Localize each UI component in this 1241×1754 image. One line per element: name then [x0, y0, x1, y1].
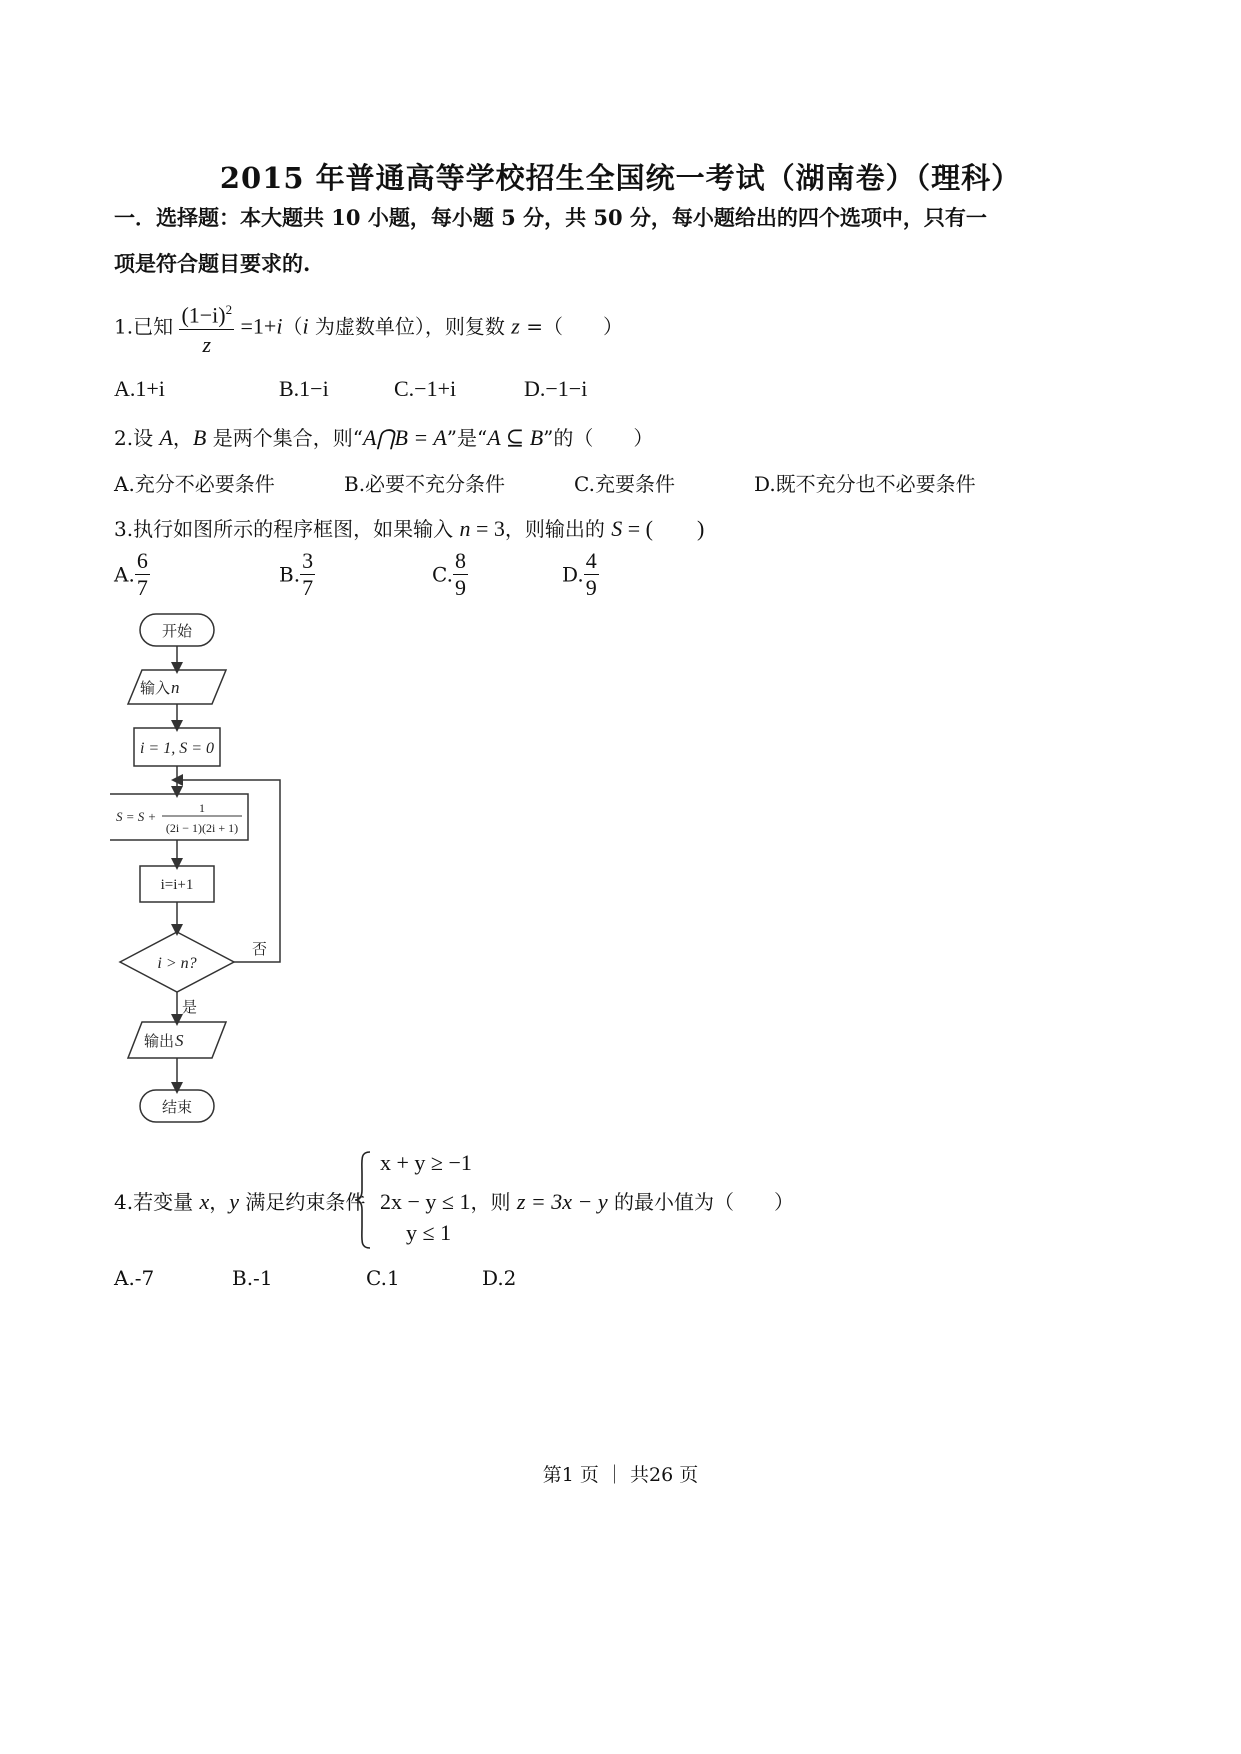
constraint-3: y ≤ 1	[406, 1220, 452, 1245]
q1-note-open: （	[282, 314, 303, 339]
flow-output-label: 输出	[143, 1032, 174, 1050]
section-heading-line1: 一．选择题：本大题共 10 小题，每小题 5 分，共 50 分，每小题给出的四个选项中，只有一	[114, 205, 987, 230]
question-2	[114, 422, 653, 451]
q4-x: x	[199, 1189, 210, 1214]
q1-fraction	[179, 296, 234, 360]
q2-relation-1: A⋂B = A	[362, 425, 447, 450]
q2-set-a: A	[159, 425, 173, 450]
q4-text-2: 满足约束条件	[238, 1190, 366, 1214]
q1-note-i: i	[302, 313, 309, 339]
program-flowchart	[110, 608, 360, 1148]
q4-option-b[interactable]: B.-1	[232, 1266, 273, 1290]
q1-tail: =（ ）	[519, 314, 623, 339]
q1-option-b[interactable]: B.1−i	[279, 376, 329, 401]
flow-end-label: 结束	[161, 1098, 193, 1116]
q3-text-1: 3.执行如图所示的程序框图，如果输入	[114, 517, 460, 541]
q3-option-b-den: 7	[302, 575, 314, 600]
q1-frac-denominator: z	[202, 332, 212, 358]
q3-option-b[interactable]	[279, 548, 315, 601]
flow-update-left: S = S +	[116, 809, 157, 824]
q1-note-text: 为虚数单位），则复数	[308, 314, 512, 339]
q4-objective: z = 3x − y	[516, 1189, 608, 1214]
constraint-2: 2x − y ≤ 1	[380, 1189, 471, 1214]
q1-options	[114, 376, 1114, 406]
flow-start-label: 开始	[161, 622, 193, 640]
flow-condition-label: i > n?	[157, 955, 197, 972]
q1-option-a[interactable]: A.1+i	[114, 376, 165, 401]
q3-text-2: ，则输出的	[504, 517, 612, 541]
q1-option-d[interactable]: D.−1−i	[524, 376, 588, 401]
q2-option-a[interactable]: A.充分不必要条件	[114, 472, 275, 496]
q3-option-d-den: 9	[585, 575, 597, 600]
q4-text-4: 的最小值为（ ）	[607, 1190, 794, 1214]
q4-y: y	[229, 1189, 239, 1214]
q2-text-2: 是两个集合，则“	[206, 426, 363, 450]
q2-text-1: 2.设	[114, 426, 160, 450]
q2-text-4: ”的（ ）	[543, 426, 654, 450]
constraint-1: x + y ≥ −1	[380, 1150, 472, 1175]
flow-increment-label: i=i+1	[160, 877, 194, 893]
flow-update-den: (2i − 1)(2i + 1)	[165, 821, 239, 835]
section-heading-line2: 项是符合题目要求的.	[114, 251, 311, 276]
q4-option-a[interactable]: A.-7	[114, 1266, 155, 1290]
question-1	[114, 296, 623, 360]
q3-option-d-num: 4	[585, 548, 597, 573]
q2-options	[114, 468, 1114, 498]
q4-text-1: 4.若变量	[114, 1190, 200, 1214]
question-4	[114, 1186, 365, 1215]
q3-n-value: = 3	[470, 516, 505, 541]
q3-option-a[interactable]	[114, 548, 150, 601]
q1-exponent: 2	[225, 302, 233, 317]
flow-output-var: S	[175, 1031, 184, 1050]
q3-option-d[interactable]	[562, 548, 599, 601]
q3-tail: = ( )	[622, 516, 705, 541]
q3-option-a-den: 7	[136, 575, 148, 600]
q2-option-c[interactable]: C.充要条件	[574, 472, 675, 496]
q3-option-b-label: B.	[279, 562, 301, 587]
q1-option-c[interactable]: C.−1+i	[394, 376, 457, 401]
flow-input-var: n	[171, 678, 180, 697]
flow-no-label: 否	[252, 940, 268, 958]
flow-input-label: 输入	[139, 679, 170, 697]
q2-text-3: ”是“	[446, 426, 488, 450]
q3-option-c-den: 9	[454, 575, 466, 600]
q1-prefix: 1.已知	[114, 314, 174, 339]
q2-set-b: B	[192, 425, 207, 450]
q3-s: S	[611, 516, 623, 541]
q3-n: n	[459, 516, 471, 541]
constraint-brace	[352, 1150, 374, 1250]
q4-comma: ，	[209, 1190, 230, 1214]
q4-option-c[interactable]: C.1	[366, 1266, 400, 1290]
q4-text-3: ，则	[470, 1190, 517, 1214]
q2-comma: ，	[172, 426, 193, 450]
q3-option-b-num: 3	[302, 548, 314, 573]
q3-option-d-label: D.	[562, 562, 584, 587]
q3-option-a-label: A.	[114, 562, 135, 587]
q2-relation-2: A ⊆ B	[487, 425, 544, 450]
constraint-2-row	[380, 1186, 794, 1215]
q3-option-c-num: 8	[454, 548, 466, 573]
q2-option-b[interactable]: B.必要不充分条件	[344, 472, 506, 496]
q3-option-c-label: C.	[432, 562, 453, 587]
q1-equals-i: i	[276, 313, 283, 339]
q1-z: z	[511, 313, 520, 339]
flow-update-num: 1	[199, 801, 205, 815]
q4-option-d[interactable]: D.2	[482, 1266, 517, 1290]
q3-options	[114, 548, 1114, 608]
q3-option-a-num: 6	[136, 548, 148, 573]
flow-init-label: i = 1, S = 0	[139, 740, 215, 757]
q2-option-d[interactable]: D.既不充分也不必要条件	[754, 472, 976, 496]
question-3	[114, 512, 704, 543]
flow-yes-label: 是	[182, 998, 198, 1016]
q1-frac-numerator: (1−i)	[181, 302, 226, 328]
exam-title: 2015 年普通高等学校招生全国统一考试（湖南卷）（理科）	[219, 161, 1022, 195]
q4-options	[114, 1266, 1114, 1296]
page-footer: 第1 页 ｜ 共26 页	[542, 1464, 699, 1486]
q3-option-c[interactable]	[432, 548, 468, 601]
q1-equals: =1+	[240, 313, 277, 339]
